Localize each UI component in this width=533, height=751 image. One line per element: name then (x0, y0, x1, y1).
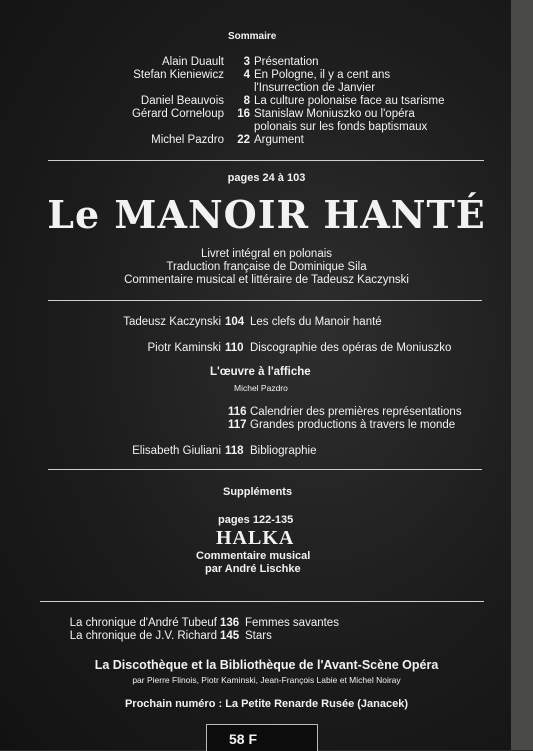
article-title: Présentation (254, 56, 319, 68)
page-number: 110 (225, 342, 244, 354)
author-giuliani: Elisabeth Giuliani (132, 445, 221, 457)
author-kaczynski: Tadeusz Kaczynski (123, 316, 221, 328)
article-title: Les clefs du Manoir hanté (250, 316, 382, 328)
chronique-label: La chronique de J.V. Richard (69, 630, 217, 642)
page-number: 8 (243, 95, 250, 107)
chronique-title: Stars (245, 630, 272, 642)
supplements-pages: pages 122-135 (218, 514, 294, 526)
page-number: 136 (220, 617, 240, 629)
article-title: La culture polonaise face au tsarisme (254, 95, 445, 107)
main-title: Le MANOIR HANTÉ (47, 192, 486, 237)
price-box (206, 724, 318, 751)
article-title: Calendrier des premières représentations (250, 406, 462, 418)
sommaire-heading: Sommaire (228, 31, 277, 42)
supplements-heading: Suppléments (223, 486, 293, 498)
prochain-numero: Prochain numéro : La Petite Renarde Rusée (Janacek) (124, 698, 409, 710)
article-title: Grandes productions à travers le monde (250, 419, 456, 431)
author-kaminski: Piotr Kaminski (147, 342, 221, 354)
article-title-cont: polonais sur les fonds baptismaux (254, 121, 428, 133)
discotheque-authors: par Pierre Flinois, Piotr Kaminski, Jean-François Labie et Michel Noiray (132, 675, 401, 685)
halka-title: HALKA (216, 527, 295, 549)
chronique-label: La chronique d'André Tubeuf (69, 617, 217, 629)
article-title: Discographie des opéras de Moniuszko (250, 342, 452, 354)
page-number: 117 (228, 419, 247, 431)
page-number: 104 (225, 316, 245, 328)
article-title-cont: l'Insurrection de Janvier (254, 82, 376, 94)
article-title: Argument (254, 134, 304, 146)
page-number: 4 (243, 69, 250, 81)
main-line: Livret intégral en polonais (200, 248, 333, 260)
price: 58 F (229, 731, 258, 747)
supplements-line: par André Lischke (205, 563, 301, 575)
main-line: Commentaire musical et littéraire de Tadeusz Kaczynski (124, 274, 409, 286)
page-number: 3 (243, 56, 250, 68)
author-duault: Alain Duault (161, 56, 224, 68)
affiche-heading: L'œuvre à l'affiche (210, 366, 311, 378)
supplements-line: Commentaire musical (196, 550, 311, 562)
article-title: En Pologne, il y a cent ans (254, 69, 391, 81)
page-edge (511, 0, 533, 750)
main-line: Traduction française de Dominique Sila (166, 261, 367, 273)
article-title: Stanislaw Moniuszko ou l'opéra (254, 108, 415, 120)
chronique-title: Femmes savantes (245, 617, 339, 629)
author-corneloup: Gérard Corneloup (131, 108, 224, 120)
author-pazdro: Michel Pazdro (151, 134, 224, 146)
author-beauvois: Daniel Beauvois (140, 95, 224, 107)
divider (48, 300, 482, 301)
affiche-author: Michel Pazdro (234, 383, 288, 393)
page-number: 22 (237, 134, 250, 146)
divider (48, 469, 482, 470)
page-number: 16 (237, 108, 250, 120)
page-number: 116 (228, 406, 247, 418)
author-kieniewicz: Stefan Kieniewicz (133, 69, 224, 81)
divider (48, 160, 484, 161)
main-pages: pages 24 à 103 (227, 172, 306, 184)
page-number: 118 (225, 445, 244, 457)
article-title: Bibliographie (250, 445, 317, 457)
divider (40, 601, 484, 602)
page-number: 145 (220, 630, 240, 642)
discotheque-title: La Discothèque et la Bibliothèque de l'Avant-Scène Opéra (94, 658, 439, 672)
